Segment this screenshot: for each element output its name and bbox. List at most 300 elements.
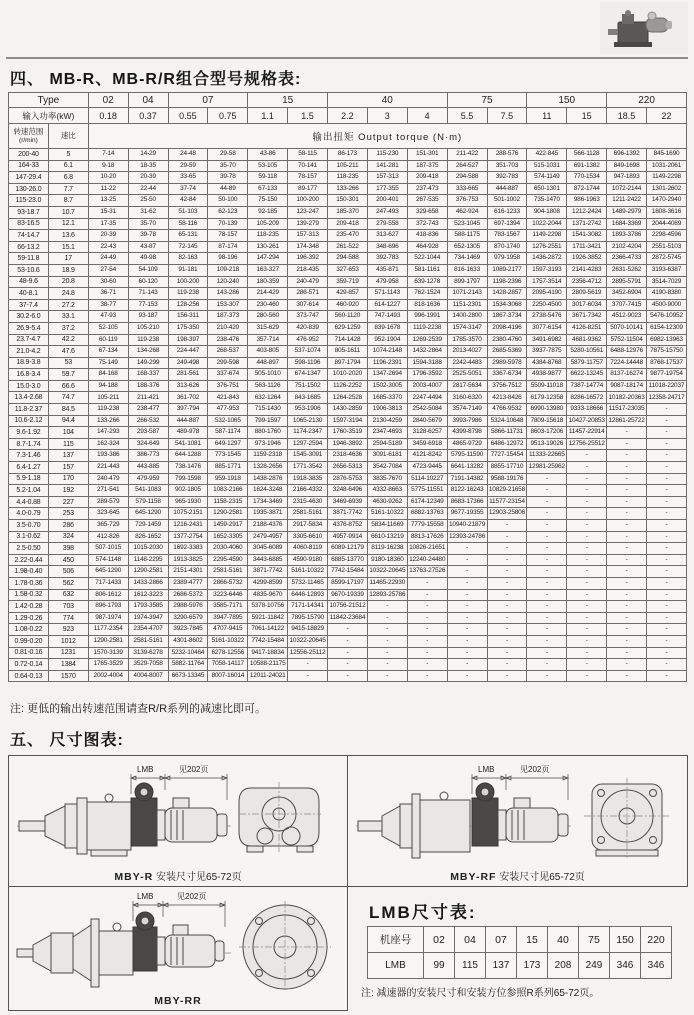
torque-cell: 289-579 [88, 496, 128, 508]
torque-cell: 397-794 [168, 404, 208, 416]
torque-cell: 10588-21175 [248, 659, 288, 671]
torque-cell: 4630-9262 [367, 496, 407, 508]
torque-cell: 5882-11764 [168, 659, 208, 671]
torque-cell: 100-200 [168, 276, 208, 288]
torque-cell: 2581-5161 [128, 635, 168, 647]
torque-cell: 293-587 [128, 427, 168, 439]
speed-range-cell: 83-16.5 [9, 218, 49, 230]
torque-cell: 816-1633 [447, 264, 487, 276]
torque-cell: 221-443 [88, 462, 128, 474]
torque-cell: 644-1288 [168, 450, 208, 462]
torque-cell: - [447, 670, 487, 682]
torque-cell: 412-826 [88, 531, 128, 543]
torque-cell: 843-1685 [288, 392, 328, 404]
torque-cell: 806-1612 [88, 589, 128, 601]
torque-cell: 9417-18834 [248, 647, 288, 659]
torque-cell: - [607, 543, 647, 555]
torque-cell: 9677-19355 [447, 508, 487, 520]
spec-row [9, 438, 687, 450]
torque-cell: 1083-2166 [208, 485, 248, 497]
torque-cell: - [367, 601, 407, 613]
torque-cell: 477-953 [208, 404, 248, 416]
spec-row [9, 543, 687, 555]
torque-cell: 6622-13245 [567, 369, 607, 381]
torque-cell: 4376-8752 [328, 520, 368, 532]
torque-cell: 35-70 [128, 218, 168, 230]
torque-cell: 1074-2148 [367, 346, 407, 358]
torque-cell: 3671-7342 [567, 311, 607, 323]
torque-cell: 696-1392 [607, 149, 647, 161]
torque-cell: - [527, 601, 567, 613]
torque-cell: 12240-24480 [407, 554, 447, 566]
torque-cell: 2356-4712 [567, 276, 607, 288]
torque-cell: 1149-2298 [647, 172, 687, 184]
torque-cell: 211-421 [128, 392, 168, 404]
torque-cell: 435-871 [367, 264, 407, 276]
torque-cell: 392-783 [367, 253, 407, 265]
lmb-value: 346 [641, 953, 672, 979]
ratio-cell: 6.8 [48, 172, 88, 184]
ratio-cell: 562 [48, 577, 88, 589]
torque-cell: 8007-16014 [208, 670, 248, 682]
torque-cell: 9877-19754 [647, 369, 687, 381]
lmb-value-row [368, 953, 672, 979]
power-value: 22 [647, 108, 687, 124]
dimension-diagrams [8, 755, 688, 1011]
torque-cell: 147-293 [88, 427, 128, 439]
torque-cell: 1151-2301 [447, 299, 487, 311]
speed-range-cell: 10.6-2.12 [9, 415, 49, 427]
torque-cell: 3223-6446 [208, 589, 248, 601]
speed-range-cell: 5.9-1.18 [9, 473, 49, 485]
torque-cell: 18-35 [128, 160, 168, 172]
torque-cell: 649-1297 [208, 438, 248, 450]
torque-cell: - [447, 566, 487, 578]
torque-cell: - [607, 659, 647, 671]
torque-cell: 4301-8602 [168, 635, 208, 647]
dim-label-lmb: LMB [478, 765, 495, 774]
torque-cell: 30-60 [88, 276, 128, 288]
torque-cell: 264-527 [447, 160, 487, 172]
torque-cell: 3923-7845 [168, 624, 208, 636]
torque-cell: 12903-25806 [487, 508, 527, 520]
torque-cell: - [567, 531, 607, 543]
torque-cell: - [407, 601, 447, 613]
torque-cell: - [447, 543, 487, 555]
torque-cell: - [407, 635, 447, 647]
torque-cell: 899-1797 [447, 276, 487, 288]
panel-mby-r [8, 755, 348, 887]
torque-cell: - [647, 508, 687, 520]
torque-cell: - [607, 601, 647, 613]
type-header: Type [9, 93, 89, 108]
ratio-cell: 104 [48, 427, 88, 439]
speed-range-cell: 37-7.4 [9, 299, 49, 311]
torque-cell: 10322-20645 [288, 635, 328, 647]
torque-cell: 2295-4590 [208, 554, 248, 566]
speed-range-cell: 16.8-3.4 [9, 369, 49, 381]
frame-size: 40 [548, 927, 579, 953]
spec-row [9, 149, 687, 161]
torque-cell: 150-301 [328, 195, 368, 207]
speed-range-cell: 21.0-4.2 [9, 346, 49, 358]
torque-cell: 1297-2594 [288, 438, 328, 450]
torque-cell: 1347-2694 [367, 369, 407, 381]
spec-row [9, 624, 687, 636]
torque-cell: 2003-4007 [407, 380, 447, 392]
torque-cell: 1010-2020 [328, 369, 368, 381]
torque-cell: - [487, 543, 527, 555]
torque-cell: 1597-3193 [527, 264, 567, 276]
torque-cell: 476-952 [288, 334, 328, 346]
torque-cell: 1377-2754 [168, 531, 208, 543]
torque-cell: - [367, 670, 407, 682]
torque-cell: 157-313 [288, 230, 328, 242]
torque-cell: 348-696 [367, 241, 407, 253]
torque-cell: 522-1044 [407, 253, 447, 265]
spec-row [9, 670, 687, 682]
torque-cell: 105-210 [128, 322, 168, 334]
power-value: 15 [567, 108, 607, 124]
torque-cell: 6610-13219 [367, 531, 407, 543]
torque-cell: 2988-5976 [168, 601, 208, 613]
torque-cell: 8137-16274 [607, 369, 647, 381]
torque-cell: 235-470 [328, 230, 368, 242]
torque-cell: - [527, 473, 567, 485]
torque-cell: 123-247 [288, 206, 328, 218]
torque-cell: 5879-11757 [567, 357, 607, 369]
torque-cell: 1301-2602 [647, 183, 687, 195]
ratio-cell: 253 [48, 508, 88, 520]
speed-range-cell: 66-13.2 [9, 241, 49, 253]
power-value: 3 [367, 108, 407, 124]
torque-cell: 8122-16243 [447, 485, 487, 497]
torque-cell: 1974-3947 [128, 612, 168, 624]
torque-cell: 49-98 [128, 253, 168, 265]
torque-cell: 93-187 [128, 311, 168, 323]
torque-cell: - [407, 647, 447, 659]
torque-cell: 5161-10322 [208, 635, 248, 647]
ratio-cell: 94.4 [48, 415, 88, 427]
ratio-cell: 18.9 [48, 264, 88, 276]
mby-rf-drawing [352, 760, 684, 868]
lmb-value: 249 [579, 953, 610, 979]
torque-cell: 39-78 [128, 230, 168, 242]
torque-cell: 2581-5161 [208, 566, 248, 578]
torque-cell: 2347-4693 [367, 427, 407, 439]
torque-cell: 1785-3570 [447, 334, 487, 346]
torque-cell: 515-1031 [527, 160, 567, 172]
torque-cell: - [447, 577, 487, 589]
torque-cell: 1015-2030 [128, 543, 168, 555]
torque-cell: 11517-23035 [607, 404, 647, 416]
speed-range-cell: 1.42-0.28 [9, 601, 49, 613]
speed-range-cell: 15.0-3.0 [9, 380, 49, 392]
speed-range-cell: 2.22-0.44 [9, 554, 49, 566]
ratio-cell: 7.7 [48, 183, 88, 195]
torque-cell: 149-299 [128, 357, 168, 369]
torque-cell: - [647, 635, 687, 647]
torque-cell: 214-429 [248, 288, 288, 300]
torque-cell: 783-1567 [487, 230, 527, 242]
torque-cell: 13-25 [88, 195, 128, 207]
torque-cell: 1428-2857 [487, 288, 527, 300]
torque-cell: 357-714 [248, 334, 288, 346]
torque-cell: 10756-21512 [328, 601, 368, 613]
torque-cell: 4121-8242 [407, 450, 447, 462]
torque-cell: 1489-2979 [607, 206, 647, 218]
torque-cell: 77-153 [128, 299, 168, 311]
ratio-cell: 1231 [48, 647, 88, 659]
torque-cell: 105-211 [328, 160, 368, 172]
power-value: 5.5 [447, 108, 487, 124]
torque-cell: - [407, 577, 447, 589]
torque-cell: 120-240 [208, 276, 248, 288]
torque-cell: 365-729 [88, 520, 128, 532]
torque-cell: 479-959 [128, 473, 168, 485]
torque-cell: 4957-9914 [328, 531, 368, 543]
speed-range-cell: 1.58-0.32 [9, 589, 49, 601]
torque-cell: - [527, 670, 567, 682]
torque-cell: 75-150 [248, 195, 288, 207]
ratio-cell: 227 [48, 496, 88, 508]
ratio-cell: 42.2 [48, 334, 88, 346]
torque-cell: - [487, 554, 527, 566]
torque-cell: 2817-5634 [447, 380, 487, 392]
torque-cell: 4707-9415 [208, 624, 248, 636]
lmb-value: 115 [455, 953, 486, 979]
torque-cell: 3835-7670 [367, 473, 407, 485]
torque-cell: 4681-9362 [567, 334, 607, 346]
torque-cell: 307-614 [288, 299, 328, 311]
torque-cell: 4835-9670 [248, 589, 288, 601]
speed-range-cell: 164-33 [9, 160, 49, 172]
torque-cell: 5732-11465 [288, 577, 328, 589]
torque-cell: 62-123 [208, 206, 248, 218]
size-header: 150 [527, 93, 607, 108]
ratio-cell: 10.7 [48, 206, 88, 218]
ratio-cell: 170 [48, 473, 88, 485]
torque-cell: 8855-17710 [487, 462, 527, 474]
torque-cell: 261-522 [328, 241, 368, 253]
torque-cell: - [487, 647, 527, 659]
torque-cell: 2876-5753 [328, 473, 368, 485]
ratio-cell: 1570 [48, 670, 88, 682]
torque-cell: 8813-17626 [407, 531, 447, 543]
torque-cell: 770-1534 [567, 172, 607, 184]
torque-cell: 8119-16238 [367, 543, 407, 555]
torque-cell: 3452-6904 [607, 288, 647, 300]
speed-range-cell: 7.3-1.46 [9, 450, 49, 462]
spec-row [9, 160, 687, 172]
speed-range-cell: 18.9-3.8 [9, 357, 49, 369]
torque-cell: 952-1904 [367, 334, 407, 346]
torque-cell: 729-1459 [128, 520, 168, 532]
torque-cell: 1400-2800 [447, 311, 487, 323]
torque-cell: - [607, 450, 647, 462]
torque-cell: 105-211 [88, 392, 128, 404]
torque-cell: 650-1301 [527, 183, 567, 195]
torque-cell: 4500-9000 [647, 299, 687, 311]
torque-cell: - [328, 624, 368, 636]
torque-cell: 1624-3248 [248, 485, 288, 497]
torque-cell: 1893-3786 [607, 230, 647, 242]
torque-cell: 1545-3091 [288, 450, 328, 462]
spec-row [9, 369, 687, 381]
torque-cell: 281-561 [168, 369, 208, 381]
torque-cell: 175-350 [168, 322, 208, 334]
torque-cell: 50-100 [208, 195, 248, 207]
spec-row [9, 253, 687, 265]
torque-cell: 6179-12358 [527, 392, 567, 404]
frame-label: 机座号 [368, 927, 424, 953]
torque-cell: 1065-2130 [288, 415, 328, 427]
torque-cell: 11018-22037 [647, 380, 687, 392]
torque-cell: - [527, 496, 567, 508]
spec-row [9, 566, 687, 578]
torque-cell: 313-627 [367, 230, 407, 242]
torque-cell: - [527, 624, 567, 636]
ratio-cell: 24.8 [48, 288, 88, 300]
torque-cell: 65-131 [168, 230, 208, 242]
mby-rr-caption [9, 995, 347, 1007]
torque-cell: 36-71 [88, 288, 128, 300]
torque-cell: 7809-15618 [527, 415, 567, 427]
torque-cell: - [328, 647, 368, 659]
speed-range-cell: 0.72-0.14 [9, 659, 49, 671]
torque-cell: 9513-19026 [527, 438, 567, 450]
torque-cell: 9087-18174 [607, 380, 647, 392]
torque-cell: 3585-7171 [208, 601, 248, 613]
torque-cell: 2738-5476 [527, 311, 567, 323]
torque-cell: 3017-6034 [567, 299, 607, 311]
torque-cell: 7191-14382 [447, 473, 487, 485]
torque-cell: 3459-6918 [407, 438, 447, 450]
torque-cell: 22-44 [128, 183, 168, 195]
torque-cell: 134-268 [128, 346, 168, 358]
torque-cell: 58-115 [288, 149, 328, 161]
torque-cell: - [607, 508, 647, 520]
torque-cell: 444-887 [487, 183, 527, 195]
torque-cell: 3469-6939 [328, 496, 368, 508]
torque-cell: 105-209 [248, 218, 288, 230]
torque-cell: - [607, 635, 647, 647]
spec-row [9, 612, 687, 624]
torque-cell: 267-535 [407, 195, 447, 207]
size-header: 02 [88, 93, 128, 108]
speed-range-cell: 23.7-4.7 [9, 334, 49, 346]
torque-cell: 1433-2866 [128, 577, 168, 589]
spec-row [9, 473, 687, 485]
torque-cell: 7058-14117 [208, 659, 248, 671]
torque-cell: 953-1906 [288, 404, 328, 416]
torque-cell: 91-181 [168, 264, 208, 276]
torque-cell: 12358-24717 [647, 392, 687, 404]
torque-cell: 464-928 [407, 241, 447, 253]
lmb-value: 137 [486, 953, 517, 979]
torque-cell: 35-70 [208, 160, 248, 172]
torque-cell: 805-1611 [328, 346, 368, 358]
torque-cell: 1796-3592 [407, 369, 447, 381]
torque-cell: 151-301 [407, 149, 447, 161]
torque-cell: - [487, 520, 527, 532]
torque-cell: 444-887 [168, 415, 208, 427]
torque-cell: 1438-2876 [248, 473, 288, 485]
torque-cell: 9415-18829 [288, 624, 328, 636]
torque-cell: 1918-3835 [288, 473, 328, 485]
torque-cell: 200-401 [367, 195, 407, 207]
torque-cell: - [447, 601, 487, 613]
torque-cell: - [447, 635, 487, 647]
torque-cell: 9588-19176 [487, 473, 527, 485]
torque-cell: 885-1771 [208, 462, 248, 474]
torque-cell: 1290-2581 [208, 508, 248, 520]
torque-cell: 5161-10322 [367, 508, 407, 520]
torque-cell: 616-1233 [487, 206, 527, 218]
torque-cell: 5476-10952 [647, 311, 687, 323]
torque-cell: 187-373 [208, 311, 248, 323]
torque-cell: 54-109 [128, 264, 168, 276]
torque-cell: 1793-3585 [128, 601, 168, 613]
torque-cell: 872-1744 [567, 183, 607, 195]
torque-cell: 629-1259 [328, 322, 368, 334]
torque-cell: 4332-8663 [367, 485, 407, 497]
torque-cell: 10427-20853 [567, 415, 607, 427]
torque-cell: 2656-5313 [328, 462, 368, 474]
torque-cell: 84-168 [88, 369, 128, 381]
torque-cell: 2686-5372 [168, 589, 208, 601]
torque-cell: - [607, 566, 647, 578]
speed-range-cell: 40-8.1 [9, 288, 49, 300]
torque-cell: 71-143 [128, 288, 168, 300]
torque-cell: 7387-14774 [567, 380, 607, 392]
ratio-cell: 74.7 [48, 392, 88, 404]
torque-cell: 1594-3188 [407, 357, 447, 369]
torque-cell: 9180-18360 [367, 554, 407, 566]
panel-mby-rf [347, 755, 688, 887]
torque-cell: 1290-2581 [128, 566, 168, 578]
torque-cell: 87-174 [208, 241, 248, 253]
torque-cell: 5509-11018 [527, 380, 567, 392]
torque-cell: 3529-7058 [128, 659, 168, 671]
torque-cell: 2013-4027 [447, 346, 487, 358]
torque-cell: 587-1174 [208, 427, 248, 439]
power-value: 7.5 [487, 108, 527, 124]
torque-cell: 6673-13345 [168, 670, 208, 682]
torque-cell: 5921-11842 [248, 612, 288, 624]
torque-cell: 1071-2143 [447, 288, 487, 300]
torque-cell: 697-1394 [487, 218, 527, 230]
torque-cell: 566-1128 [567, 149, 607, 161]
speed-range-cell: 30.2-6.0 [9, 311, 49, 323]
torque-cell: - [647, 624, 687, 636]
spec-row [9, 392, 687, 404]
lmb-value: 99 [424, 953, 455, 979]
speed-range-cell: 1.98-0.40 [9, 566, 49, 578]
torque-cell: 156-311 [168, 311, 208, 323]
spec-row [9, 462, 687, 474]
torque-cell: 4126-8251 [567, 322, 607, 334]
torque-cell: - [647, 485, 687, 497]
torque-cell: 89-177 [288, 183, 328, 195]
torque-cell: - [647, 543, 687, 555]
torque-cell: 849-1698 [607, 160, 647, 172]
torque-cell: - [647, 659, 687, 671]
spec-row [9, 508, 687, 520]
torque-cell: 1269-2539 [407, 334, 447, 346]
size-header: 75 [447, 93, 527, 108]
torque-cell: - [487, 601, 527, 613]
